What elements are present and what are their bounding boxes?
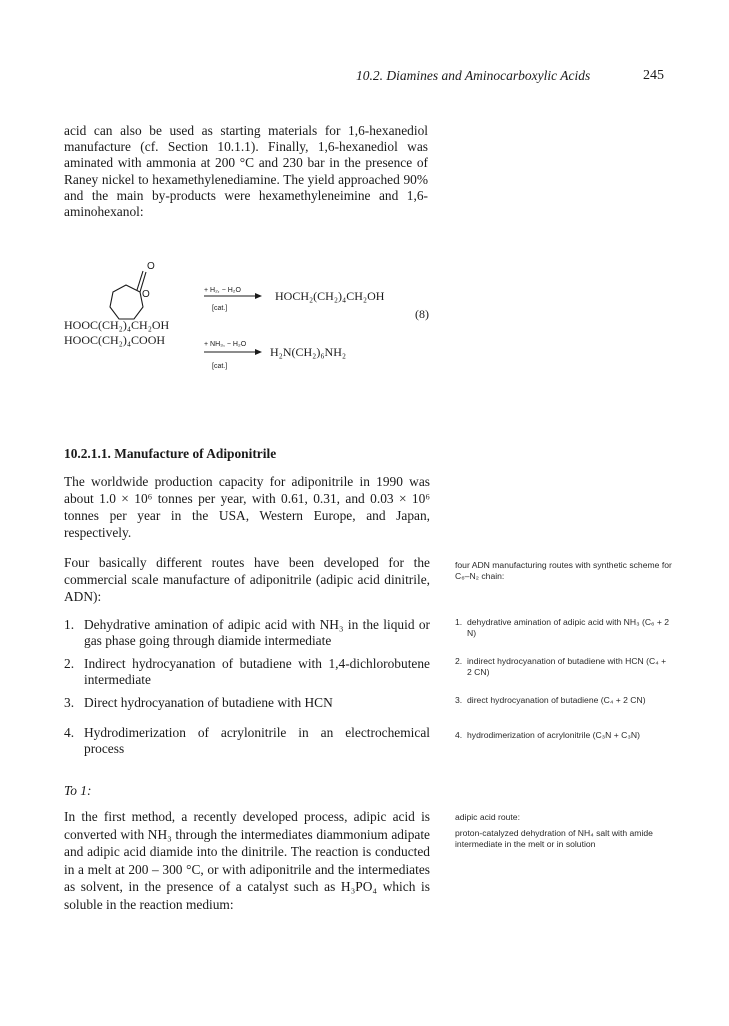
reactant-adipic-acid: HOOC(CH₂)₄COOH xyxy=(64,333,166,347)
sidebar-adipic-text: proton-catalyzed dehydration of NH₄ salt with amide intermediate in the melt or in solution xyxy=(455,828,653,849)
list-item-number: 1. xyxy=(64,617,75,632)
list-item-number: 4. xyxy=(64,725,75,740)
product-hexanediol: HOCH₂(CH₂)₄CH₂OH xyxy=(275,289,385,303)
product-hexamethylenediamine: H₂N(CH₂)₆NH₂ xyxy=(270,345,347,359)
caprolactone-ring xyxy=(110,271,146,319)
sidebar-route-text: direct hydrocyanation of butadiene (C₄ + 2 CN) xyxy=(467,695,646,705)
equation-number: (8) xyxy=(415,307,429,321)
adipic-route-paragraph: In the first method, a recently developed process, adipic acid is converted with NH₃ through the intermediates diammonium adipate and adipic acid diamide into the dinitrile. The reaction is conducted in a melt at 200 – 300 °C, or with adiponitrile and the intermediates as solvent, in the presence of a catalyst such as H₃PO₄ which is soluble in the reaction medium: xyxy=(64,809,430,912)
list-item-number: 2. xyxy=(64,656,75,671)
sidebar-adipic-heading: adipic acid route: xyxy=(455,812,520,822)
list-item-text: Hydrodimerization of acrylonitrile in an electrochemical process xyxy=(84,725,430,757)
reaction-scheme xyxy=(60,255,440,380)
to-1-label: To 1: xyxy=(64,783,92,798)
sidebar-route-number: 1. xyxy=(455,617,463,627)
intro-paragraph: acid can also be used as starting materials for 1,6-hexanediol manufacture (cf. Section 10.1.1). Finally, 1,6-hexanediol was aminated with ammonia at 200 °C and 230 bar in the presence of Raney nickel to hexamethylenediamine. The yield approached 90% and the main by-products were hexamethyleneimine and 1,6-aminohexanol: xyxy=(64,123,428,220)
page-number: 245 xyxy=(643,68,664,83)
capacity-paragraph: The worldwide production capacity for adiponitrile in 1990 was about 1.0 × 10⁶ tonnes per year, with 0.61, 0.31, and 0.03 × 10⁶ tonnes per year in the USA, Western Europe, and Japan, respectively. xyxy=(64,474,430,540)
sidebar-intro: four ADN manufacturing routes with synthetic scheme for C₆–N₂ chain: xyxy=(455,560,672,581)
sidebar-route-text: dehydrative amination of adipic acid with NH₃ (C₆ + 2 N) xyxy=(467,617,670,638)
carbonyl-oxygen-label: O xyxy=(147,261,155,272)
sidebar-route-number: 3. xyxy=(455,695,463,705)
running-head: 10.2. Diamines and Aminocarboxylic Acids xyxy=(356,68,591,83)
reactant-hydroxycaproic-acid: HOOC(CH₂)₄CH₂OH xyxy=(64,318,170,332)
sidebar-route-text: hydrodimerization of acrylonitrile (C₃N + C₃N) xyxy=(467,730,640,740)
ring-oxygen-label: O xyxy=(142,289,150,300)
bottom-arrow-icon xyxy=(204,349,262,355)
sidebar-route-number: 2. xyxy=(455,656,463,666)
list-item-text: Direct hydrocyanation of butadiene with HCN xyxy=(84,695,333,710)
section-heading: 10.2.1.1. Manufacture of Adiponitrile xyxy=(64,446,277,461)
sidebar-route-text: indirect hydrocyanation of butadiene with HCN (C₄ + 2 CN) xyxy=(467,656,667,677)
list-item-text: Dehydrative amination of adipic acid with NH₃ in the liquid or gas phase going through diamide intermediate xyxy=(84,617,430,649)
bottom-arrow-catalyst: [cat.] xyxy=(212,363,228,370)
sidebar-route-number: 4. xyxy=(455,730,463,740)
routes-intro-paragraph: Four basically different routes have been developed for the commercial scale manufacture of adiponitrile (adipic acid dinitrile, ADN): xyxy=(64,555,430,604)
top-arrow-condition: + H₂, − H₂O xyxy=(204,287,241,294)
bottom-arrow-condition: + NH₃, − H₂O xyxy=(204,341,247,348)
top-arrow-catalyst: [cat.] xyxy=(212,305,228,312)
list-item-text: Indirect hydrocyanation of butadiene with 1,4-dichlorobutene intermediate xyxy=(84,656,430,688)
list-item-number: 3. xyxy=(64,695,75,710)
